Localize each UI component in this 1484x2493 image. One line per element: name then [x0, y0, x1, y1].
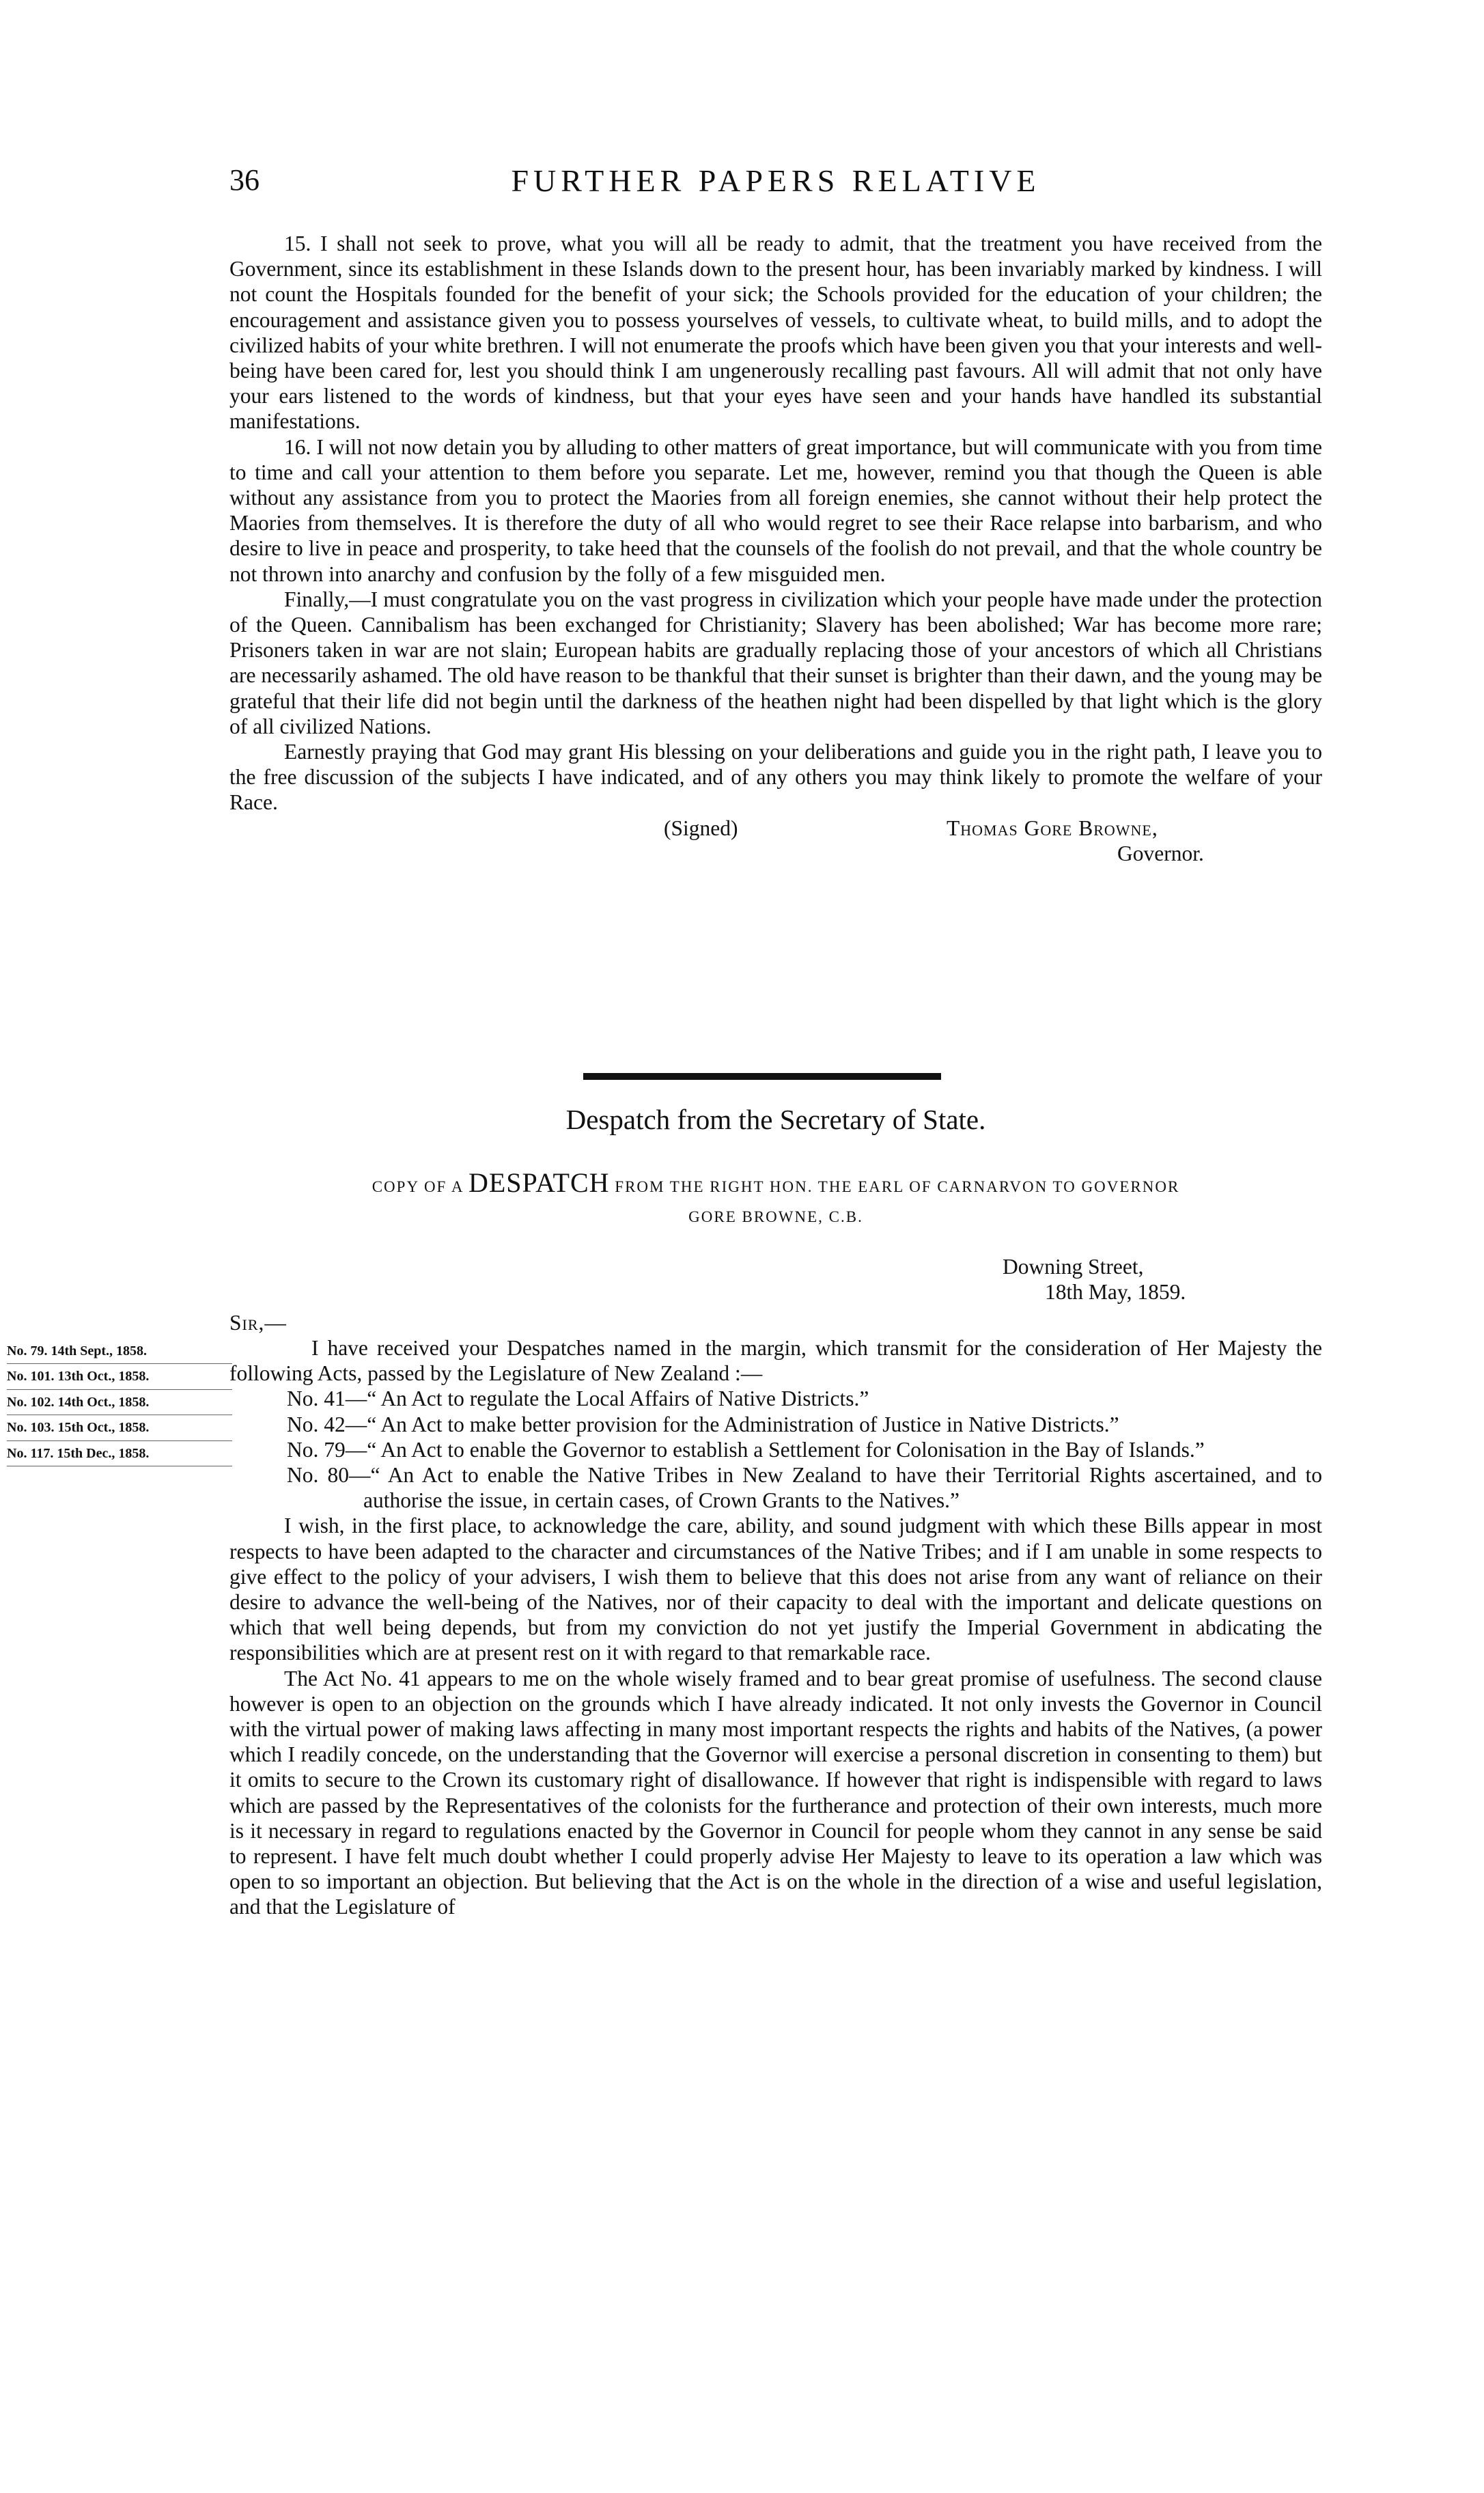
act-item: No. 42—“ An Act to make better provision for the Administration of Justice in Native Districts.”: [287, 1412, 1119, 1436]
margin-note: No. 79. 14th Sept., 1858.: [7, 1339, 232, 1364]
despatch-intro: I have received your Despatches named in the margin, which transmit for the consideration of Her Majesty the following Acts, passed by the Legislature of New Zealand :—: [229, 1336, 1322, 1386]
page-number: 36: [229, 163, 260, 197]
act-item: No. 80—“ An Act to enable the Native Tribes in New Zealand to have their Territorial Rights ascertained, and to authorise the issue, in certain cases, of Crown Grants to the Natives.”: [287, 1463, 1322, 1513]
governor-address: [229, 231, 1322, 870]
margin-note: No. 103. 15th Oct., 1858.: [7, 1415, 232, 1440]
despatch-heading: [229, 1168, 1322, 1232]
copy-line-2: GORE BROWNE, C.B.: [688, 1208, 863, 1225]
header-title: FURTHER PAPERS RELATIVE: [511, 163, 1041, 198]
copy-prefix: COPY OF A: [372, 1178, 464, 1195]
despatch-body: [229, 1335, 1322, 1920]
signatory-name: Thomas Gore Browne,: [947, 816, 1158, 840]
paragraph-16: 16. I will not now detain you by alluding to other matters of great importance, but will communicate with you from time to time and call your attention to them before you separate. Let me, however, remind you that though the Queen is able without any assistance from you to protect the Maories from all foreign enemies, she cannot without their help protect the Maories from themselves. It is therefore the duty of all who would regret to see their Race relapse into barbarism, and who desire to live in peace and prosperity, to take heed that the counsels of the foolish do not prevail, and that the whole country be not thrown into anarchy and confusion by the folly of a few misguided men.: [229, 434, 1322, 586]
margin-note: No. 117. 15th Dec., 1858.: [7, 1441, 232, 1466]
paragraph-finally: Finally,—I must congratulate you on the vast progress in civilization which your people have made under the protection of the Queen. Cannibalism has been exchanged for Christianity; Slavery has been abolished; War has become more rare; Prisoners taken in war are not slain; European habits are gradually replacing those of your ancestors of which all Christians are necessarily ashamed. The old have reason to be thankful that their sunset is brighter than their dawn, and the young may be grateful that their life did not begin until the darkness of the heathen night had been dispelled by that light which is the glory of all civilized Nations.: [229, 587, 1322, 738]
paragraph-15: 15. I shall not seek to prove, what you will all be ready to admit, that the treatment you have received from the Government, since its establishment in these Islands down to the present hour, has been invariably marked by kindness. I will not count the Hospitals founded for the benefit of your sick; the Schools provided for the education of your children; the encouragement and assistance given you to possess yourselves of vessels, to cultivate wheat, to build mills, and to adopt the civilized habits of your white brethren. I will not enumerate the proofs which have been given you that your interests and well-being have been cared for, lest you should think I am ungenerously recalling past favours. All will admit that not only have your ears listened to the words of kindness, but that your eyes have seen and your hands have handled its substantial manifestations.: [229, 232, 1322, 434]
margin-note: No. 101. 13th Oct., 1858.: [7, 1364, 232, 1389]
despatch-place: Downing Street,: [1003, 1255, 1144, 1279]
act-item: No. 41—“ An Act to regulate the Local Affairs of Native Districts.”: [287, 1387, 869, 1411]
copy-suffix: FROM THE RIGHT HON. THE EARL OF CARNARVON TO GOVERNOR: [615, 1178, 1180, 1195]
signature-block: [229, 816, 1322, 870]
signed-label: (Signed): [664, 816, 738, 840]
act-item: No. 79—“ An Act to enable the Governor to establish a Settlement for Colonisation in the Bay of Islands.”: [287, 1437, 1205, 1462]
section-title: Despatch from the Secretary of State.: [565, 1104, 986, 1135]
section-divider: [583, 1073, 941, 1080]
signatory-role: Governor.: [1117, 841, 1204, 865]
salutation: Sir,—: [229, 1311, 287, 1335]
paragraph-wish: I wish, in the first place, to acknowledge the care, ability, and sound judgment with which these Bills appear in most respects to have been adapted to the character and circumstances of the Native Tribes; and if I am unable in some respects to give effect to the policy of your advisers, I wish them to believe that this does not arise from any want of reliance on their desire to advance the well-being of the Natives, nor of their capacity to deal with the important and delicate questions on which that well being depends, but from my conviction do not yet justify the Imperial Government in abdicating the responsibilities which are at present rest on it with regard to that remarkable race.: [229, 1514, 1322, 1665]
running-header: [229, 163, 1322, 204]
paragraph-act-41: The Act No. 41 appears to me on the whole wisely framed and to bear great promise of usefulness. The second clause however is open to an objection on the grounds which I have already indicated. It not only invests the Governor in Council with the virtual power of making laws affecting in many most important respects the rights and habits of the Natives, (a power which I readily concede, on the understanding that the Governor will exercise a personal discretion in consenting to them) but it omits to secure to the Crown its customary right of disallowance. If however that right is indispensible with regard to laws which are passed by the Representatives of the colonists for the furtherance and protection of their own interests, much more is it necessary in regard to regulations enacted by the Governor in Council for people whom they cannot in any sense be said to represent. I have felt much doubt whether I could properly advise Her Majesty to leave to its operation a law which was open to so important an objection. But believing that the Act is on the whole in the direction of a wise and useful legislation, and that the Legislature of: [229, 1666, 1322, 1919]
margin-notes: [7, 1339, 232, 1466]
margin-note: No. 102. 14th Oct., 1858.: [7, 1390, 232, 1415]
despatch-date: 18th May, 1859.: [1045, 1280, 1186, 1304]
copy-word: DESPATCH: [468, 1167, 610, 1198]
paragraph-earnestly: Earnestly praying that God may grant His blessing on your deliberations and guide you in the right path, I leave you to the free discussion of the subjects I have indicated, and of any others you may think likely to promote the welfare of your Race.: [229, 740, 1322, 815]
